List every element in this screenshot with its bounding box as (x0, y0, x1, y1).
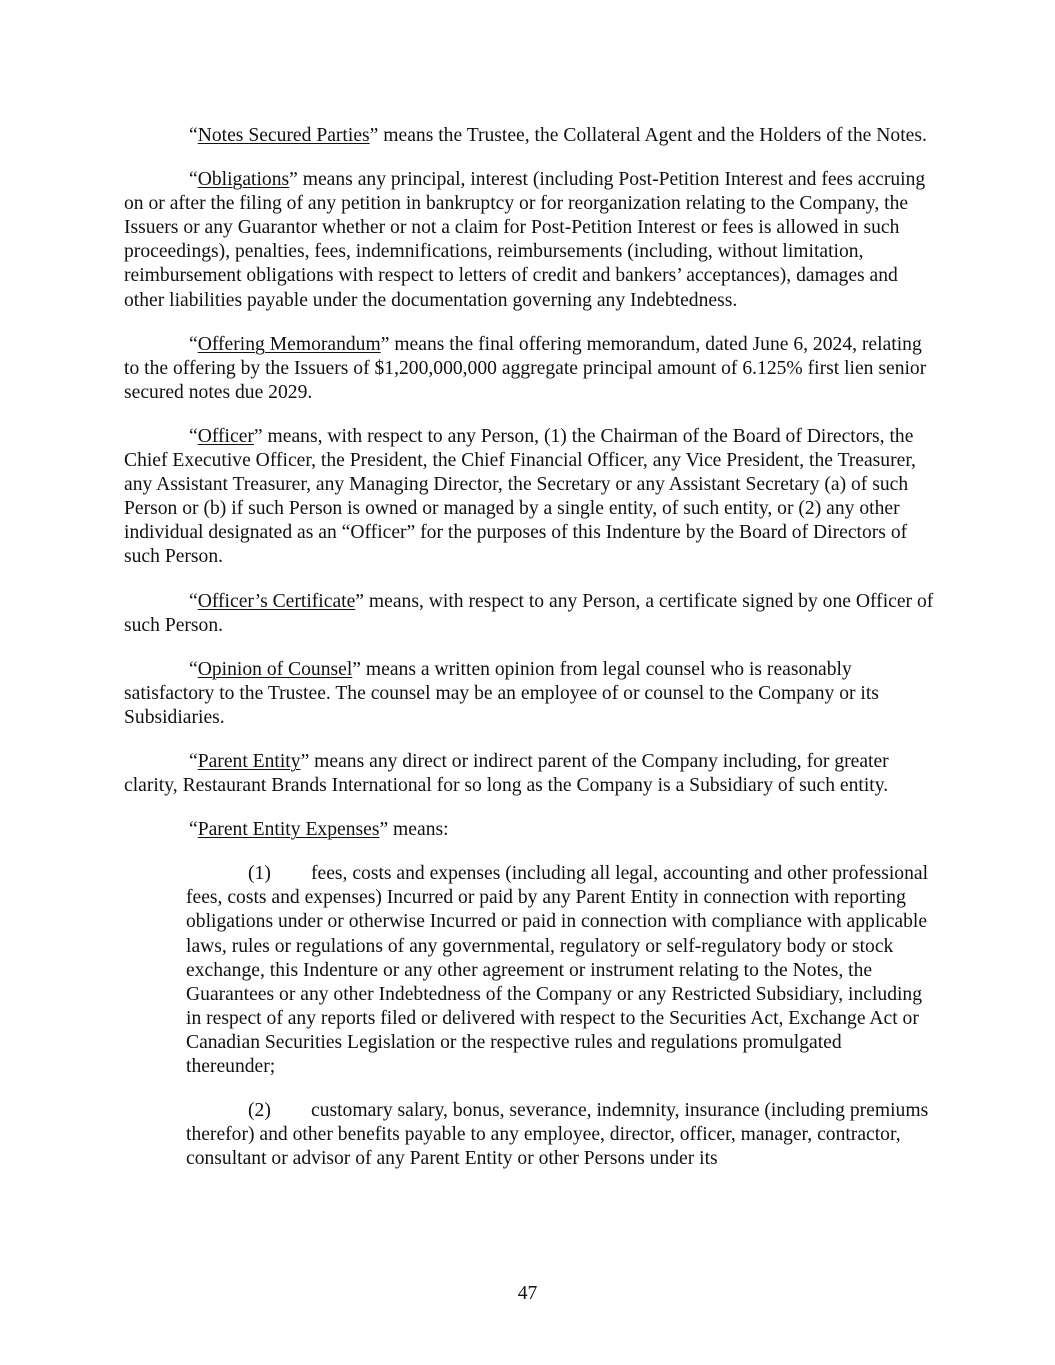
defined-term: Officer (197, 425, 254, 447)
definition-offering-memorandum: “Offering Memorandum” means the final offering memorandum, dated June 6, 2024, relating to the offering by the Issuers of $1,200,000,000 aggregate principal amount of 6.125% first lien senior secured notes due 2029. (124, 333, 927, 403)
definition-text: means any principal, interest (including Post-Petition Interest and fees accruing on or after the filing of any petition in bankruptcy or for reorganization relating to the Company, the Issuers or any Guarantor whether or not a claim for Post-Petition Interest or fees is allowed in such proceedings), penalties, fees, indemnifications, reimbursements (including, without limitation, reimbursement obligations with respect to letters of credit and bankers’ acceptances), damages and other liabilities payable under the documentation governing any Indebtedness. (124, 169, 926, 311)
clause-number: (1) (248, 863, 271, 885)
definition-text: means, with respect to any Person, a certificate signed by one Officer of such Person. (124, 590, 934, 636)
definition-text: means, with respect to any Person, (1) the Chairman of the Board of Directors, the Chief Executive Officer, the President, the Chief Financial Officer, any Vice President, the Treasurer, any Assistant Treasurer, any Managing Director, the Secretary or any Assistant Secretary (a) of such Person or (b) if such Person is owned or managed by a single entity, of such entity, or (2) any other individual designated as an “Officer” for the purposes of this Indenture by the Board of Directors of such Person. (124, 425, 916, 568)
definition-text: means any direct or indirect parent of the Company including, for greater clarity, Restaurant Brands International for so long as the Company is a Subsidiary of such entity. (124, 750, 889, 797)
defined-term: Opinion of Counsel (197, 658, 353, 680)
definition-text: means a written opinion from legal counsel who is reasonably satisfactory to the Trustee. The counsel may be an employee of or counsel to the Company or its Subsidiaries. (124, 658, 879, 728)
definition-parent-entity: “Parent Entity” means any direct or indirect parent of the Company including, for greater clarity, Restaurant Brands International for so long as the Company is a Subsidiary of such entity. (124, 750, 889, 797)
defined-term: Parent Entity (197, 750, 301, 772)
defined-term: Obligations (197, 169, 290, 191)
clause-1 (186, 862, 934, 1079)
clause-2 (186, 1099, 934, 1171)
defined-term: Offering Memorandum (197, 333, 381, 355)
defined-term: Notes Secured Parties (197, 125, 370, 146)
definition-officers-certificate: “Officer’s Certificate” means, with respect to any Person, a certificate signed by one Officer of such Person. (124, 590, 934, 636)
definition-text: means: (388, 819, 449, 841)
clause-text: customary salary, bonus, severance, indemnity, insurance (including premiums therefor) and other benefits payable to any employee, director, officer, manager, contractor, consultant or advisor of any Parent Entity or other Persons under its (186, 1100, 929, 1170)
definition-officer: “Officer” means, with respect to any Person, (1) the Chairman of the Board of Directors, the Chief Executive Officer, the President, the Chief Financial Officer, any Vice President, the Treasurer, any Assistant Treasurer, any Managing Director, the Secretary or any Assistant Secretary (a) of such Person or (b) if such Person is owned or managed by a single entity, of such entity, or (2) any other individual designated as an “Officer” for the purposes of this Indenture by the Board of Directors of such Person. (124, 425, 916, 568)
definition-parent-entity-expenses: “Parent Entity Expenses” means: (189, 819, 449, 841)
definition-text: means the Trustee, the Collateral Agent and the Holders of the Notes. (378, 125, 927, 146)
page-number: 47 (517, 1283, 538, 1304)
definition-obligations: “Obligations” means any principal, interest (including Post-Petition Interest and fees accruing on or after the filing of any petition in bankruptcy or for reorganization relating to the Company, the Issuers or any Guarantor whether or not a claim for Post-Petition Interest or fees is allowed in such proceedings), penalties, fees, indemnifications, reimbursements (including, without limitation, reimbursement obligations with respect to letters of credit and bankers’ acceptances), damages and other liabilities payable under the documentation governing any Indebtedness. (124, 169, 926, 311)
definition-notes-secured-parties: “Notes Secured Parties” means the Trustee, the Collateral Agent and the Holders of the Notes. (189, 125, 927, 146)
clause-number: (2) (248, 1100, 271, 1122)
definition-text: means the final offering memorandum, dated June 6, 2024, relating to the offering by the Issuers of $1,200,000,000 aggregate principal amount of 6.125% first lien senior secured notes due 2029. (124, 333, 927, 403)
defined-term: Parent Entity Expenses (197, 819, 380, 841)
page-content (124, 124, 934, 1191)
clause-text: fees, costs and expenses (including all legal, accounting and other professional fees, costs and expenses) Incurred or paid by any Parent Entity in connection with reporting obligations under or otherwise Incurred or paid in connection with compliance with applicable laws, rules or regulations of any governmental, regulatory or self-regulatory body or stock exchange, this Indenture or any other agreement or instrument relating to the Notes, the Guarantees or any other Indebtedness of the Company or any Restricted Subsidiary, including in respect of any reports filed or delivered with respect to the Securities Act, Exchange Act or Canadian Securities Legislation or the respective rules and regulations promulgated thereunder; (186, 863, 929, 1077)
defined-term: Officer’s Certificate (197, 590, 356, 612)
definition-opinion-of-counsel: “Opinion of Counsel” means a written opinion from legal counsel who is reasonably satisfactory to the Trustee. The counsel may be an employee of or counsel to the Company or its Subsidiaries. (124, 658, 879, 728)
